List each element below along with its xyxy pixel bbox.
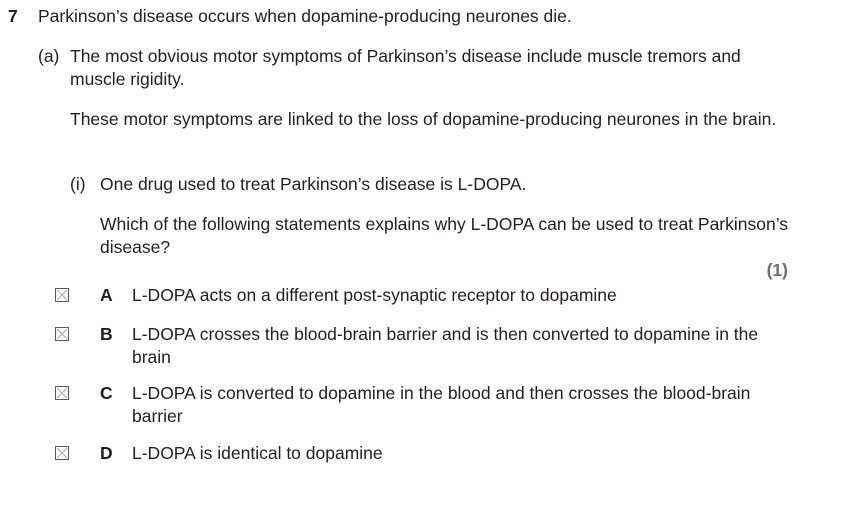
cross-icon — [56, 447, 68, 459]
option-b-text: L-DOPA crosses the blood-brain barrier and is then converted to dopamine in the brain — [132, 324, 759, 367]
cross-icon — [56, 328, 68, 340]
part-i-label: (i) — [70, 174, 86, 194]
question-number: 7 — [8, 6, 18, 26]
option-d-text: L-DOPA is identical to dopamine — [132, 443, 383, 463]
part-a-context: These motor symptoms are linked to the loss of dopamine-producing neurones in the brain. — [70, 109, 777, 129]
marks-label: (1) — [766, 260, 788, 280]
cross-icon — [56, 387, 68, 399]
part-a-text: The most obvious motor symptoms of Parkinson’s disease include muscle tremors and muscle rigidity. — [70, 46, 741, 89]
option-b-letter: B — [100, 324, 113, 344]
option-c-text: L-DOPA is converted to dopamine in the blood and then crosses the blood-brain barrier — [132, 383, 751, 426]
option-d-letter: D — [100, 443, 113, 463]
option-a-checkbox[interactable] — [55, 288, 69, 302]
option-a-letter: A — [100, 285, 113, 305]
option-b-checkbox[interactable] — [55, 327, 69, 341]
option-d-checkbox[interactable] — [55, 446, 69, 460]
option-c-checkbox[interactable] — [55, 386, 69, 400]
part-a-label: (a) — [38, 46, 60, 66]
part-i-text: One drug used to treat Parkinson’s disease is L-DOPA. — [100, 174, 527, 194]
question-stem: Parkinson’s disease occurs when dopamine-producing neurones die. — [38, 6, 572, 26]
cross-icon — [56, 289, 68, 301]
option-c-letter: C — [100, 383, 113, 403]
part-i-question: Which of the following statements explains why L-DOPA can be used to treat Parkinson’s disease? — [100, 214, 789, 257]
option-a-text: L-DOPA acts on a different post-synaptic receptor to dopamine — [132, 285, 617, 305]
